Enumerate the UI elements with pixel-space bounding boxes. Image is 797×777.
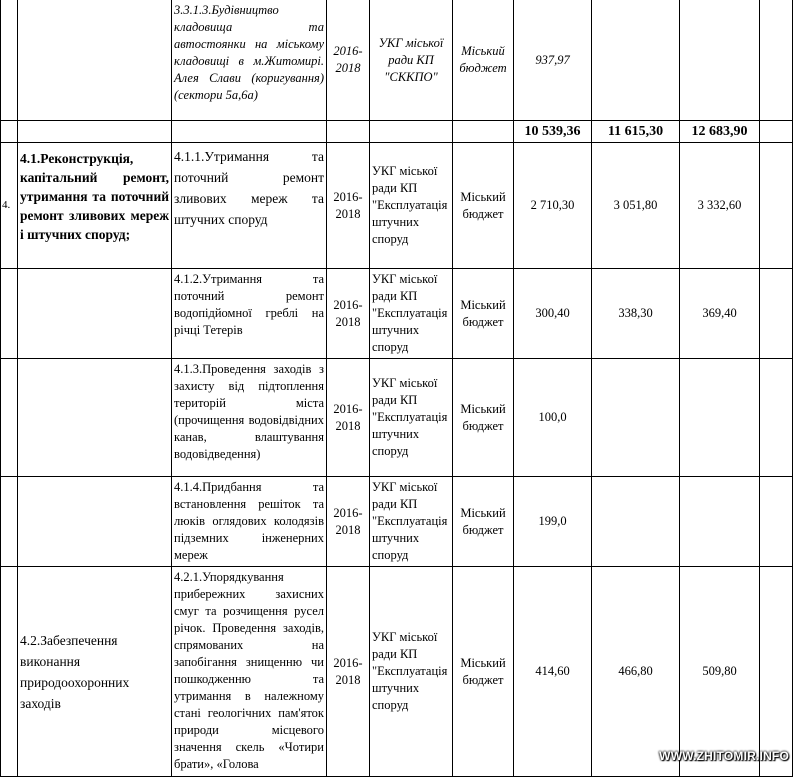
row-index [1, 121, 18, 143]
row-index [1, 359, 18, 477]
source-cell: Міський бюджет [453, 359, 514, 477]
term-cell: 2016-2018 [327, 143, 370, 269]
row-index [1, 269, 18, 359]
total-2017-cell: 11 615,30 [592, 121, 680, 143]
empty-cell [760, 359, 793, 477]
executor-cell: УКГ міської ради КП "Експлуатація штучних споруд [370, 567, 453, 777]
value-2017-cell [592, 359, 680, 477]
table-row [1, 477, 793, 567]
executor-cell: УКГ міської ради КП "Експлуатація штучних споруд [370, 477, 453, 567]
task-cell: 4.1.1.Утримання та поточний ремонт зливових мереж та штучних споруд [172, 143, 327, 269]
source-cell: Міський бюджет [453, 0, 514, 121]
task-cell [172, 121, 327, 143]
direction-cell [18, 0, 172, 121]
empty-cell [760, 269, 793, 359]
table-row [1, 359, 793, 477]
total-2016-cell: 10 539,36 [514, 121, 592, 143]
value-2016-cell: 300,40 [514, 269, 592, 359]
row-index [1, 477, 18, 567]
table-row [1, 0, 793, 121]
value-2016-cell: 100,0 [514, 359, 592, 477]
empty-cell [760, 477, 793, 567]
value-2018-cell [680, 359, 760, 477]
empty-cell [760, 143, 793, 269]
value-2017-cell: 338,30 [592, 269, 680, 359]
value-2017-cell: 466,80 [592, 567, 680, 777]
site-watermark: WWW.ZHITOMIR.INFO [659, 749, 789, 763]
value-2016-cell: 414,60 [514, 567, 592, 777]
table-row [1, 567, 793, 777]
term-cell: 2016-2018 [327, 567, 370, 777]
executor-cell: УКГ міської ради КП "Експлуатація штучних споруд [370, 269, 453, 359]
source-cell: Міський бюджет [453, 477, 514, 567]
value-2016-cell: 2 710,30 [514, 143, 592, 269]
value-2018-cell: 369,40 [680, 269, 760, 359]
task-cell: 3.3.1.3.Будівництво кладовища та автостоянки на міському кладовищі в м.Житомирі. Алея Слави (коригування) (сектори 5а,6а) [172, 0, 327, 121]
value-2016-cell: 937,97 [514, 0, 592, 121]
term-cell [327, 121, 370, 143]
direction-cell [18, 121, 172, 143]
total-2018-cell: 12 683,90 [680, 121, 760, 143]
task-cell: 4.1.3.Проведення заходів з захисту від підтоплення територій міста (прочищення водовідвідних канав, влаштування водовідведення) [172, 359, 327, 477]
task-cell: 4.2.1.Упорядкування прибережних захисних смуг та розчищення русел річок. Проведення заходів, спрямованих на запобігання знищенню чи пошкодженню та утримання в належному стані геологічних пам'яток природи місцевого значення скель «Чотири брати», «Голова [172, 567, 327, 777]
term-cell: 2016-2018 [327, 269, 370, 359]
value-2018-cell: 3 332,60 [680, 143, 760, 269]
source-cell: Міський бюджет [453, 143, 514, 269]
row-index [1, 0, 18, 121]
totals-row [1, 121, 793, 143]
table-row [1, 269, 793, 359]
row-index: 4. [1, 143, 18, 269]
table-row [1, 143, 793, 269]
value-2018-cell [680, 477, 760, 567]
source-cell [453, 121, 514, 143]
row-index [1, 567, 18, 777]
direction-cell: 4.1.Реконструкція, капітальний ремонт, утримання та поточний ремонт зливових мереж і штучних споруд; [18, 143, 172, 269]
task-cell: 4.1.2.Утримання та поточний ремонт водопідйомної греблі на річці Тетерів [172, 269, 327, 359]
source-cell: Міський бюджет [453, 269, 514, 359]
direction-cell [18, 359, 172, 477]
term-cell: 2016-2018 [327, 477, 370, 567]
executor-cell: УКГ міської ради КП "СККПО" [370, 0, 453, 121]
executor-cell [370, 121, 453, 143]
term-cell: 2016-2018 [327, 359, 370, 477]
value-2018-cell [680, 0, 760, 121]
task-cell: 4.1.4.Придбання та встановлення решіток та люків оглядових колодязів підземних інженерних мереж [172, 477, 327, 567]
direction-cell [18, 477, 172, 567]
value-2017-cell: 3 051,80 [592, 143, 680, 269]
term-cell: 2016-2018 [327, 0, 370, 121]
value-2017-cell [592, 477, 680, 567]
source-cell: Міський бюджет [453, 567, 514, 777]
executor-cell: УКГ міської ради КП "Експлуатація штучних споруд [370, 359, 453, 477]
empty-cell [760, 121, 793, 143]
direction-cell [18, 269, 172, 359]
value-2017-cell [592, 0, 680, 121]
value-2016-cell: 199,0 [514, 477, 592, 567]
direction-cell: 4.2.Забезпечення виконання природоохоронних заходів [18, 567, 172, 777]
executor-cell: УКГ міської ради КП "Експлуатація штучних споруд [370, 143, 453, 269]
empty-cell [760, 0, 793, 121]
empty-cell [760, 567, 793, 777]
value-2018-cell: 509,80 [680, 567, 760, 777]
